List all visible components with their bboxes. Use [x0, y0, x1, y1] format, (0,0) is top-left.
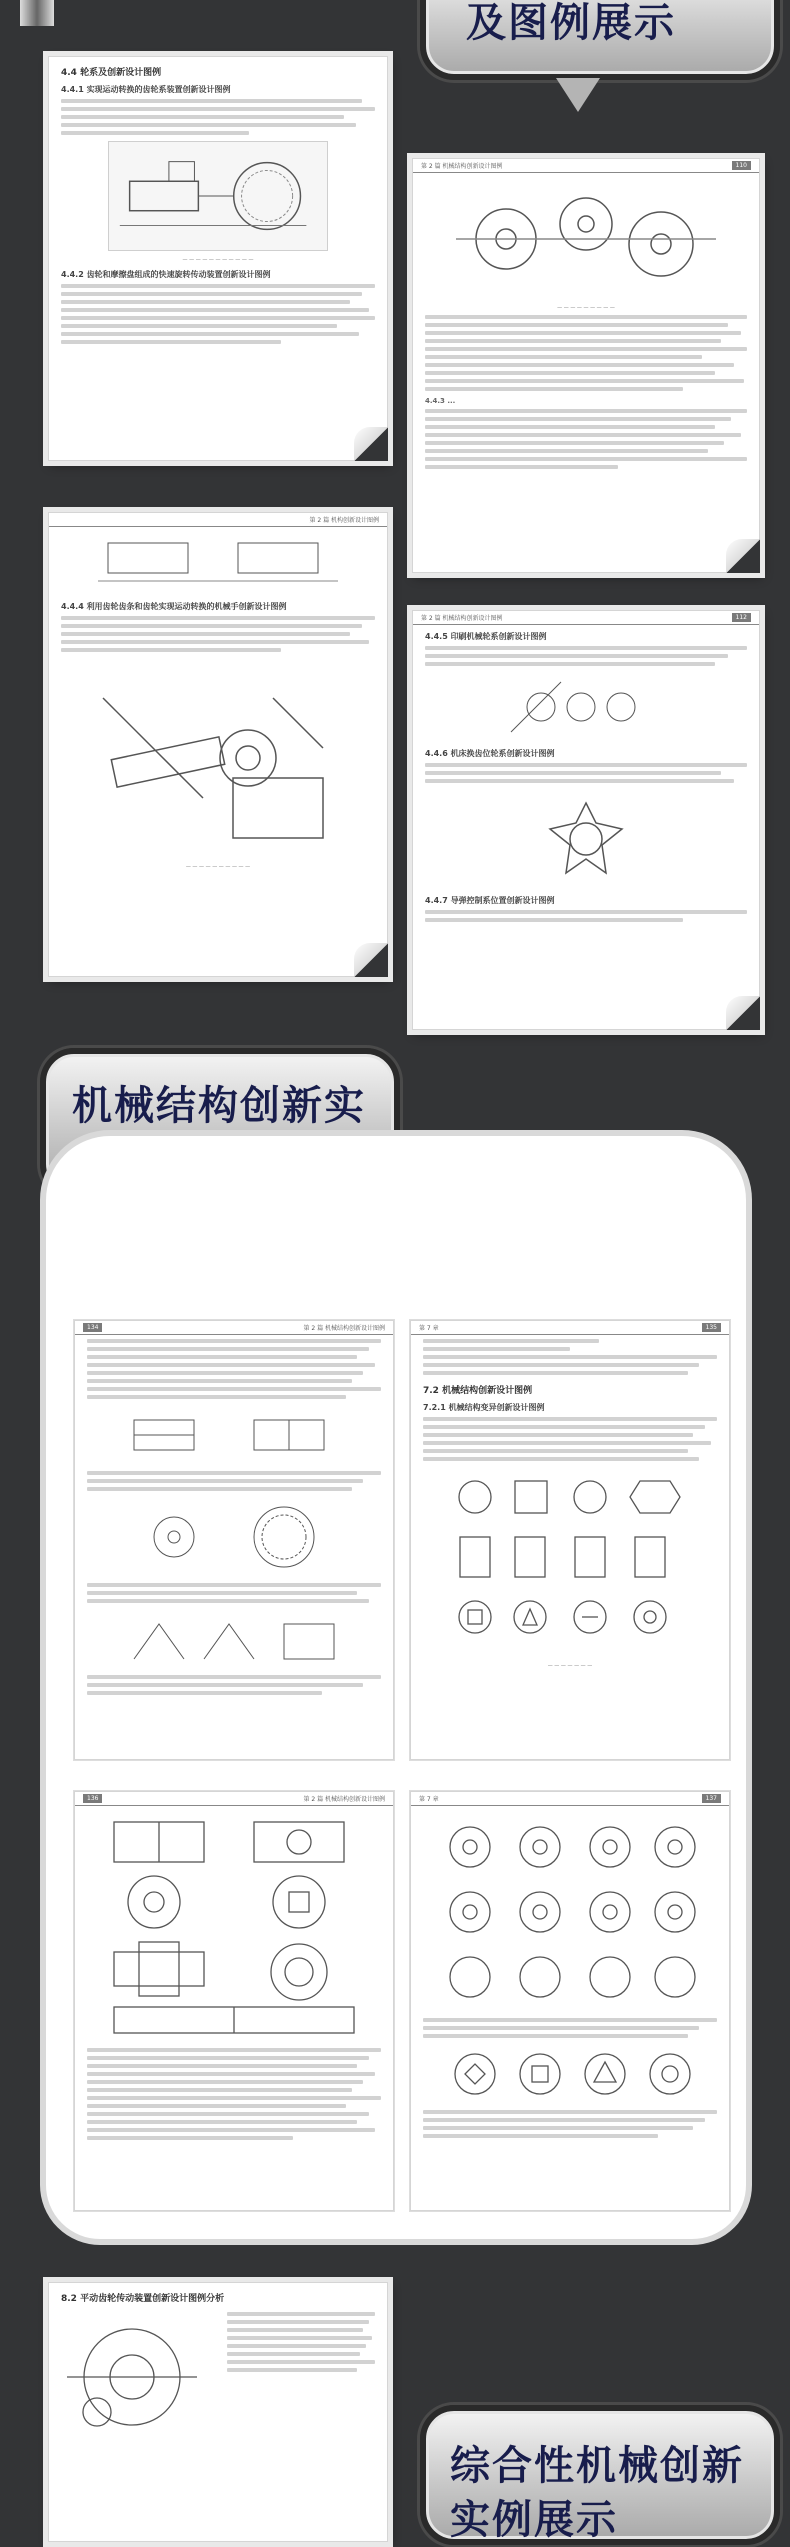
page1-section-title: 4.4 轮系及创新设计图例	[61, 68, 162, 78]
page4-header-text: 第 2 篇 机械结构创新设计图例	[421, 615, 503, 622]
page-number: 136	[83, 1794, 102, 1803]
book-page-3	[48, 512, 388, 977]
page5-paragraph-2	[87, 1471, 381, 1491]
page2-figure-gears	[436, 179, 736, 299]
bottom-banner-title: 综合性机械创新实例展示	[450, 2443, 744, 2543]
page3-header-text: 第 2 篇 机构创新设计图例	[309, 517, 379, 524]
page-number: 134	[83, 1323, 102, 1332]
book-page-7	[48, 2282, 388, 2542]
page7-paragraph	[227, 2308, 375, 2446]
page1-paragraph-1	[61, 99, 375, 135]
page3-paragraph	[61, 616, 375, 652]
page5b-header: 第 7 章 135	[411, 1321, 729, 1335]
page5-paragraph-3	[87, 1583, 381, 1603]
decorative-figure-stripe	[20, 0, 54, 26]
page4-subsection-1: 4.4.5 印刷机械轮系创新设计图例	[425, 632, 547, 641]
page3-figure-mechanism	[83, 658, 353, 858]
page7-section-title: 8.2 平动齿轮传动装置创新设计图例分析	[61, 2294, 225, 2304]
page4-paragraph-1	[425, 646, 747, 666]
page2-figure-caption: — — — — — — — — —	[557, 305, 615, 311]
page5-paragraph-4	[87, 1675, 381, 1695]
page1-subsection-1: 4.4.1 实现运动转换的齿轮系装置创新设计图例	[61, 85, 231, 94]
page5b-subsection-1: 7.2.1 机械结构变异创新设计图例	[423, 1403, 545, 1412]
page-curl	[726, 996, 760, 1030]
page4-figure-2	[526, 789, 646, 889]
page5-figure-2	[114, 1497, 354, 1577]
page7-figure	[57, 2312, 207, 2442]
page5b-paragraph-2	[423, 1417, 717, 1461]
book-page-4	[412, 610, 760, 1030]
book-page-5b	[410, 1320, 730, 1760]
page6-header-text: 第 2 篇 机械结构创新设计图例	[303, 1796, 385, 1803]
page4-header	[413, 611, 759, 625]
page-curl	[354, 427, 388, 461]
page3-header	[49, 513, 387, 527]
page2-header	[413, 159, 759, 173]
book-page-1	[48, 56, 388, 461]
page2-paragraph-2	[425, 409, 747, 469]
page3-figure-top	[88, 533, 348, 595]
top-banner-title: 及图例展示	[466, 0, 676, 46]
page6-figure-grid	[94, 1812, 374, 2042]
book-page-6b	[410, 1791, 730, 2211]
page-curl	[726, 539, 760, 573]
page3-subsection-1: 4.4.4 利用齿轮齿条和齿轮实现运动转换的机械手创新设计图例	[61, 602, 287, 611]
page-curl	[354, 943, 388, 977]
page2-header-text: 第 2 篇 机械结构创新设计图例	[421, 163, 503, 170]
page6b-header: 第 7 章 137	[411, 1792, 729, 1806]
page1-figure-caption: — — — — — — — — — — —	[182, 257, 254, 263]
page-number: 135	[702, 1323, 721, 1332]
page4-subsection-3: 4.4.7 导弹控制系位置创新设计图例	[425, 896, 555, 905]
page1-paragraph-2	[61, 284, 375, 344]
page5b-figure-caption: — — — — — — —	[547, 1663, 593, 1669]
showcase-panel	[40, 1130, 752, 2245]
page5b-paragraph-1	[423, 1339, 717, 1375]
page4-subsection-2: 4.4.6 机床换齿位轮系创新设计图例	[425, 749, 555, 758]
book-page-5	[74, 1320, 394, 1760]
top-title-banner	[420, 0, 780, 80]
page5-header-text: 第 2 篇 机械结构创新设计图例	[303, 1325, 385, 1332]
book-page-6	[74, 1791, 394, 2211]
book-page-2	[412, 158, 760, 573]
page6-header	[75, 1792, 393, 1806]
page6-paragraph	[87, 2048, 381, 2140]
page6b-paragraph-2	[423, 2110, 717, 2138]
page3-figure-caption: — — — — — — — — — —	[185, 864, 251, 870]
page2-subsection: 4.4.3 ...	[425, 397, 456, 405]
page2-paragraph-1	[425, 315, 747, 391]
page5b-figure-parts-grid	[440, 1467, 700, 1657]
page6b-paragraph-1	[423, 2018, 717, 2038]
banner-tail	[556, 78, 600, 112]
page1-figure-1	[108, 141, 328, 251]
bottom-title-banner	[420, 2405, 780, 2545]
mid-banner-title-line1: 机械结构创新实	[72, 1083, 366, 1129]
page5-figure-1	[114, 1405, 354, 1465]
page5-header	[75, 1321, 393, 1335]
page-number: 110	[732, 161, 751, 170]
page4-figure-1	[501, 672, 671, 742]
page4-paragraph-3	[425, 910, 747, 922]
page6b-figure-shapes	[440, 2044, 700, 2104]
page1-subsection-2: 4.4.2 齿轮和摩擦盘组成的快速旋转传动装置创新设计图例	[61, 270, 271, 279]
page-number: 112	[732, 613, 751, 622]
page6b-figure-wheels	[430, 1812, 710, 2012]
page5b-section-title: 7.2 机械结构创新设计图例	[423, 1386, 533, 1396]
page-number: 137	[702, 1794, 721, 1803]
page5-figure-3	[114, 1609, 354, 1669]
page4-paragraph-2	[425, 763, 747, 783]
page5-paragraph-1	[87, 1339, 381, 1399]
